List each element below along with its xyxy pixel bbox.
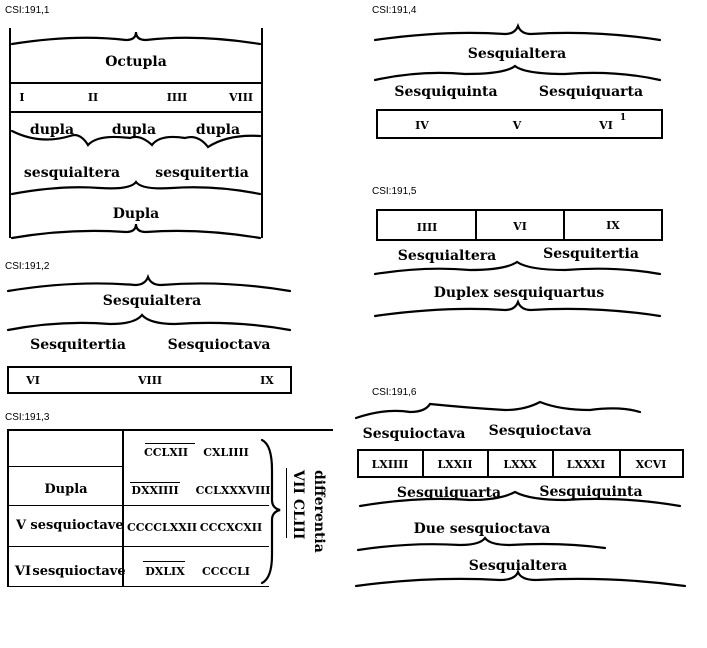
ratio-label: dupla (111, 122, 157, 138)
caption: CSI:191,2 (5, 261, 50, 272)
numeral: VIII (229, 91, 253, 104)
footnote-mark: 1 (619, 113, 627, 123)
ratio-label: Due sesquioctava (413, 521, 551, 537)
caption: CSI:191,1 (5, 5, 50, 16)
caption: CSI:191,4 (372, 5, 417, 16)
cell-divider (487, 449, 489, 478)
ratio-label: Sesquitertia (543, 246, 639, 262)
ratio-label: Sesquiquarta (396, 485, 502, 501)
ratio-label: Sesquialtera (468, 558, 568, 574)
ratio-label: Sesquioctava (362, 426, 466, 442)
ratio-label: dupla (29, 122, 75, 138)
ratio-label: Sesquiquinta (394, 84, 498, 100)
row-label: sesquioctave (30, 518, 124, 533)
numeral: LXXX (503, 458, 537, 471)
numeral: V (512, 119, 522, 132)
ratio-label: Sesquioctava (167, 337, 271, 353)
numeral: XCVI (635, 458, 667, 471)
numeral: VIII (138, 374, 162, 387)
numeral: VI (513, 220, 527, 233)
cell-divider (619, 449, 621, 478)
ratio-label: Sesquiquarta (538, 84, 644, 100)
ratio-label: Dupla (112, 206, 160, 222)
numeral: LXXII (437, 458, 473, 471)
numeral: IIII (166, 91, 188, 104)
numeral: CCCXCXII (199, 521, 263, 534)
ratio-label: sesquialtera (23, 165, 121, 181)
row-label: sesquioctave (32, 564, 126, 579)
ratio-label: Sesquitertia (30, 337, 126, 353)
numeral: DXLIX (145, 565, 185, 578)
numeral: CCLXXXVIII (195, 484, 271, 497)
ratio-label: Sesquiquinta (539, 484, 643, 500)
cell-divider (552, 449, 554, 478)
row-number: VI (14, 564, 32, 579)
row-number: V (15, 518, 27, 533)
ratio-label: dupla (195, 122, 241, 138)
numeral: II (87, 91, 99, 104)
numeral: CCLXII (143, 446, 189, 459)
ratio-label: sesquitertia (155, 165, 249, 181)
ratio-label: Duplex sesquiquartus (433, 285, 605, 301)
numeral: I (19, 91, 25, 104)
ratio-label: Sesquialtera (467, 46, 567, 62)
ratio-label: Sesquialtera (102, 293, 202, 309)
ratio-label: Octupla (105, 54, 167, 70)
numeral: CCCCLXXII (126, 521, 198, 534)
numeral: LXIIII (371, 458, 409, 471)
ratio-label: Sesquialtera (397, 248, 497, 264)
numeral: CCCCLI (202, 565, 250, 578)
numeral: IX (260, 374, 274, 387)
side-label: differentia (311, 470, 327, 553)
caption: CSI:191,3 (5, 412, 50, 423)
numeral: IV (415, 119, 429, 132)
side-label: VII CLIII (290, 470, 306, 540)
row-label: Dupla (44, 482, 88, 497)
cell-divider (422, 449, 424, 478)
numeral: VI (599, 119, 613, 132)
numeral: CXLIIII (203, 446, 249, 459)
numeral: IIII (416, 221, 438, 234)
numeral: IX (606, 219, 620, 232)
numeral: LXXXI (566, 458, 606, 471)
caption: CSI:191,5 (372, 186, 417, 197)
caption: CSI:191,6 (372, 387, 417, 398)
numeral: VI (26, 374, 40, 387)
numeral: DXXIIII (131, 484, 179, 497)
ratio-label: Sesquioctava (488, 423, 592, 439)
